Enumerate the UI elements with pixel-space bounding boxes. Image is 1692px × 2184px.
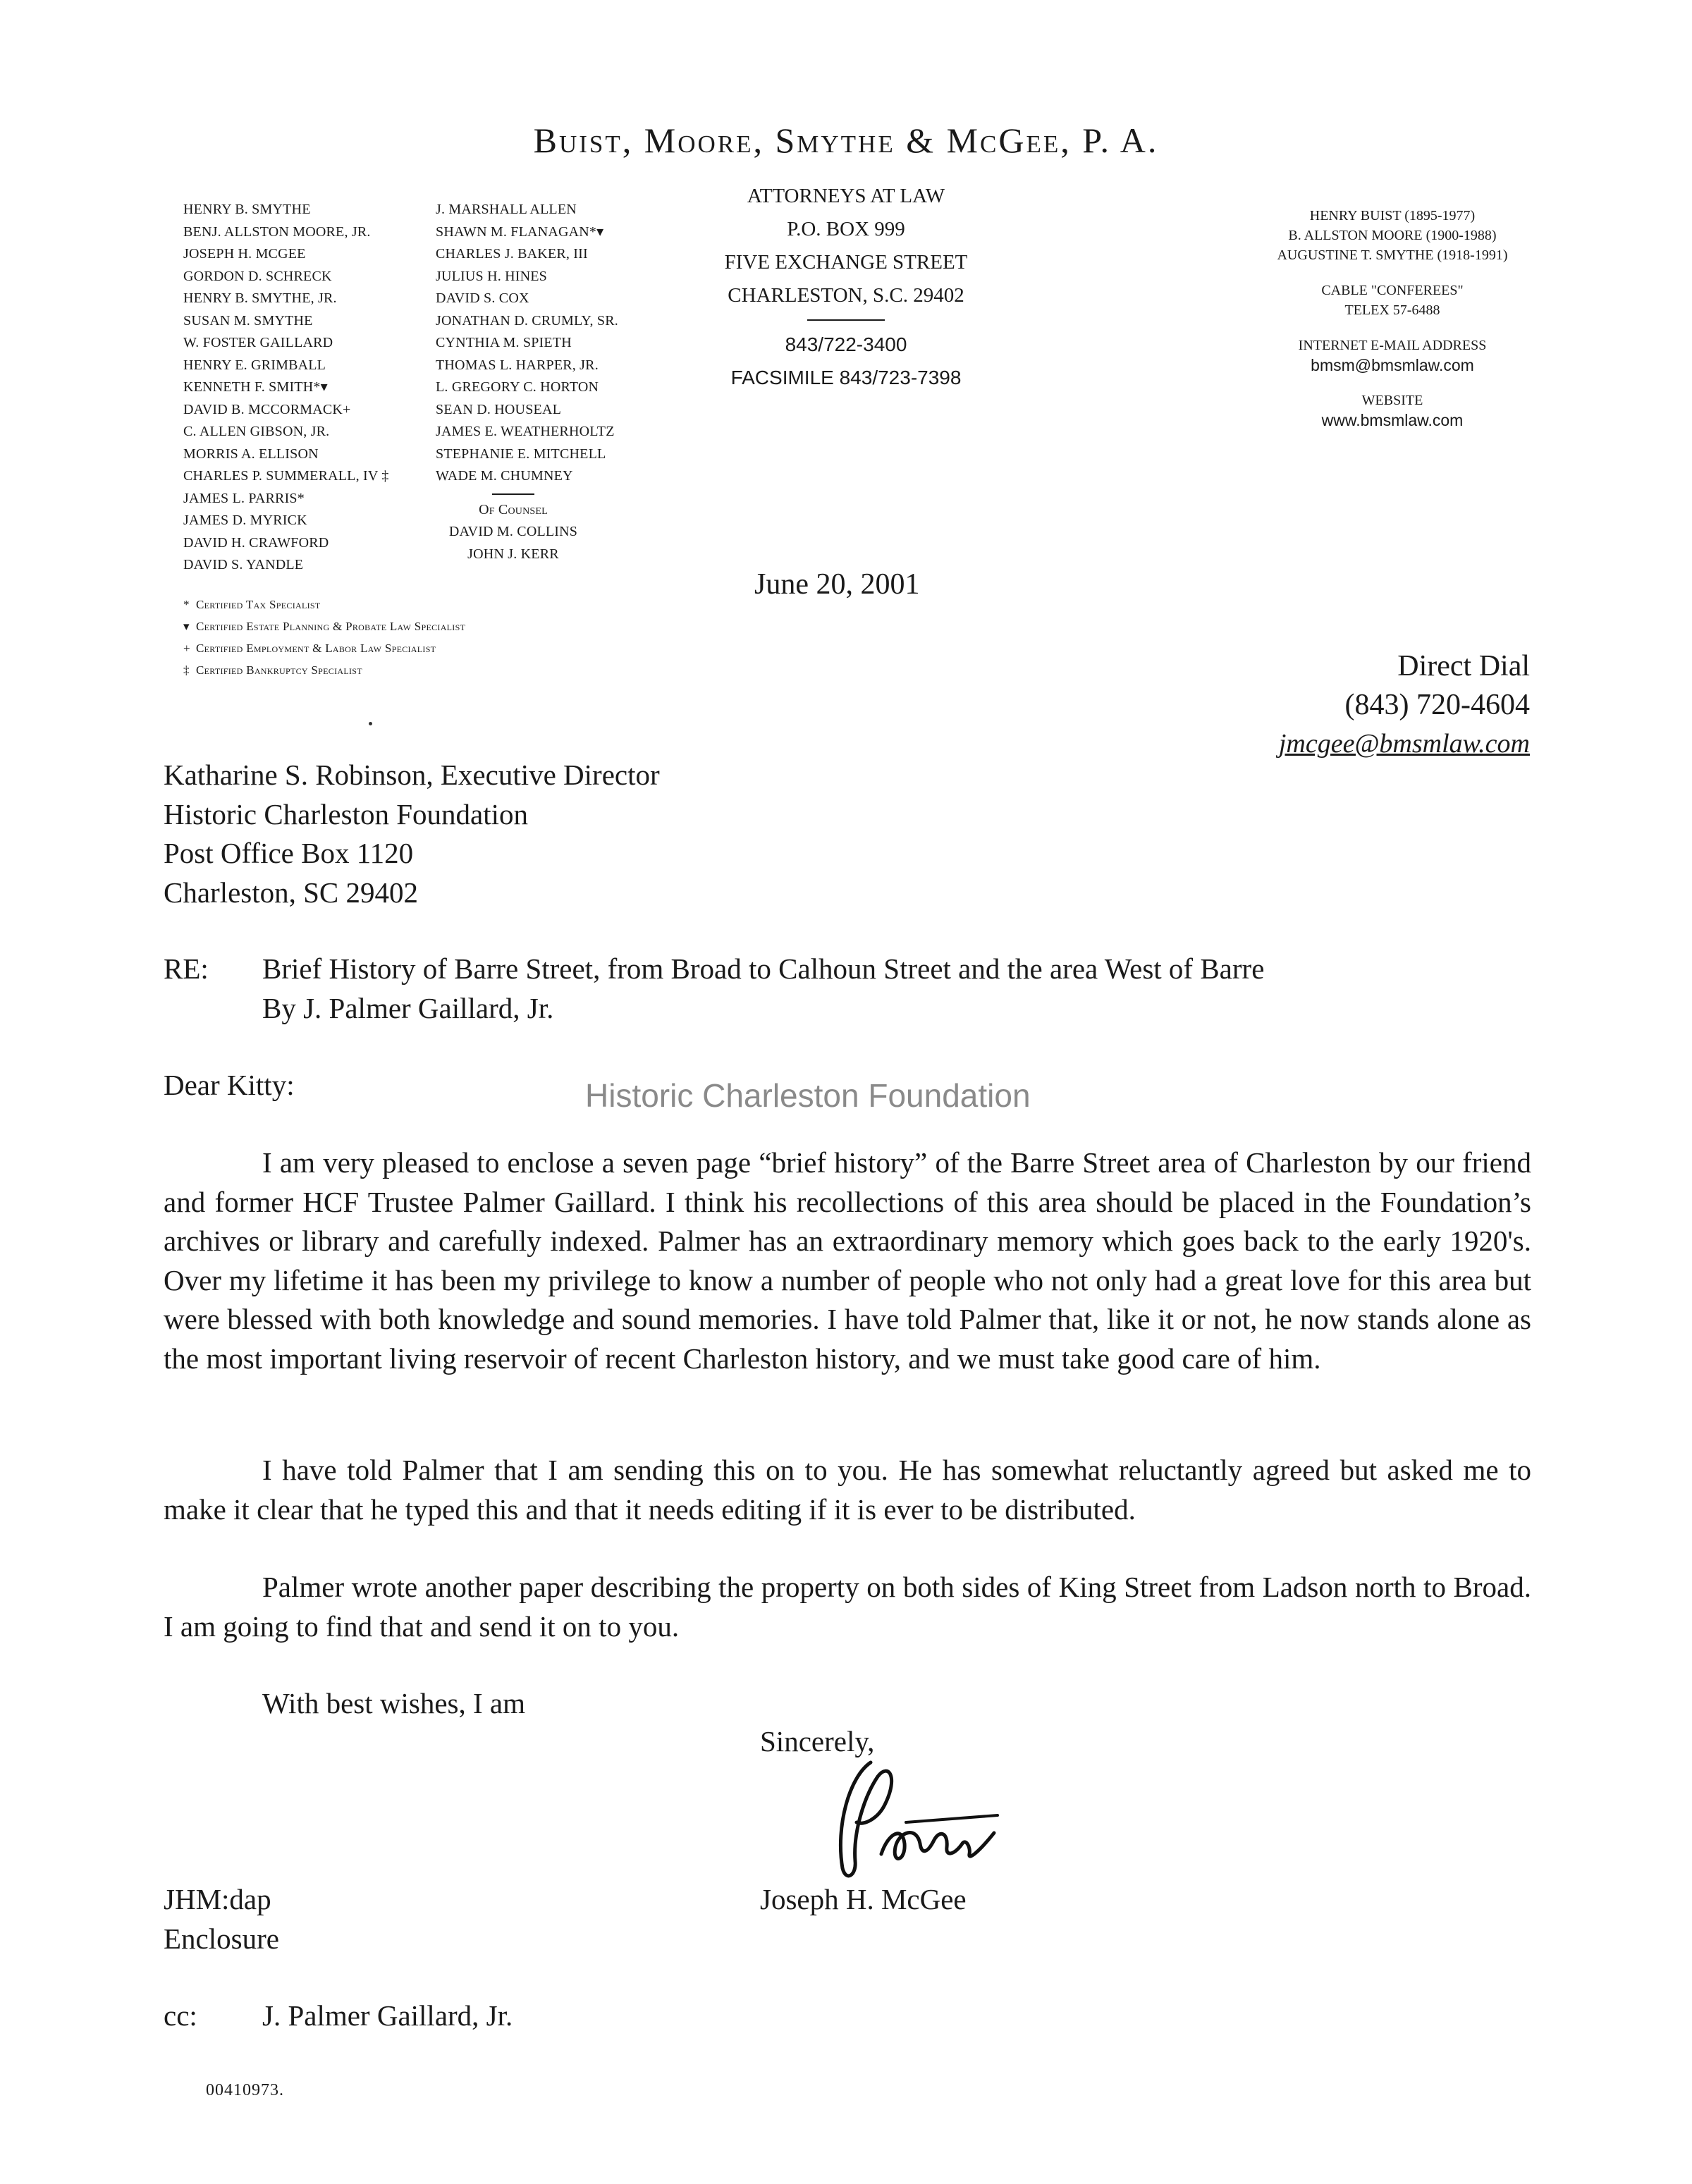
partner-name: KENNETH F. SMITH*▾ [183, 379, 328, 395]
direct-dial-block [1128, 647, 1530, 763]
re-line: By J. Palmer Gaillard, Jr. [262, 991, 554, 1024]
legend-item [183, 637, 465, 659]
typist-initials: JHM:dap [164, 1883, 271, 1915]
legend-text: Certified Employment & Labor Law Specialist [196, 642, 436, 655]
legend-item [183, 594, 465, 615]
legend-mark: + [183, 642, 190, 655]
partner-name: JONATHAN D. CRUMLY, SR. [436, 312, 618, 329]
document-number: 00410973. [206, 2081, 284, 2099]
divider [807, 319, 885, 321]
sincerely-line: Sincerely, [760, 1725, 875, 1757]
partner-name: JULIUS H. HINES [436, 268, 547, 284]
partner-name: JAMES E. WEATHERHOLTZ [436, 424, 615, 439]
direct-dial-email[interactable]: jmcgee@bmsmlaw.com [1278, 729, 1530, 759]
body-paragraph-1: I am very pleased to enclose a seven page “brief history” of the Barre Street area of Charleston by our friend and former HCF Trustee Palmer Gaillard. I think his recollections of this area should be placed in the Foundation’s archives or library and carefully indexed. Palmer has an extraordinary memory which goes back to the early 1920's. Over my lifetime it has been my privilege to know a number of people who not only had a great love for this area but were blessed with both knowledge and sound memories. I have told Palmer that, like it or not, he now stands alone as the most important living reservoir of recent Charleston history, and we must take good care of him. [164, 1146, 1531, 1375]
partner-name: DAVID B. MCCORMACK+ [183, 401, 351, 417]
legend-mark: ‡ [183, 663, 190, 677]
firm-address-line: CHARLESTON, S.C. 29402 [728, 284, 964, 307]
firm-address-block [691, 180, 1001, 394]
divider [492, 493, 534, 495]
recipient-line: Charleston, SC 29402 [164, 876, 419, 909]
closing-line: With best wishes, I am [262, 1687, 525, 1719]
recipient-line: Post Office Box 1120 [164, 837, 414, 869]
stray-mark [369, 722, 372, 725]
re-label: RE: [164, 952, 209, 985]
website-label: WEBSITE [1361, 393, 1423, 408]
legend-item [183, 659, 465, 681]
partners-column-1 [183, 199, 389, 577]
founder-line: HENRY BUIST (1895-1977) [1309, 208, 1476, 223]
partner-name: SHAWN M. FLANAGAN*▾ [436, 223, 604, 240]
direct-dial-label: Direct Dial [1397, 650, 1530, 682]
firm-website: www.bmsmlaw.com [1321, 411, 1464, 429]
partner-name: JAMES D. MYRICK [183, 513, 307, 528]
legend-mark: * [183, 598, 190, 611]
firm-address-line: FIVE EXCHANGE STREET [724, 251, 968, 274]
legend-item [183, 615, 465, 637]
partner-name: SUSAN M. SMYTHE [183, 312, 313, 329]
partner-name: HENRY B. SMYTHE, JR. [183, 290, 337, 306]
partner-name: C. ALLEN GIBSON, JR. [183, 424, 330, 439]
body-paragraph-2: I have told Palmer that I am sending this on to you. He has somewhat reluctantly agreed but asked me to make it clear that he typed this and that it needs editing if it is ever to be distributed. [164, 1454, 1531, 1526]
partner-name: CHARLES J. BAKER, III [436, 246, 588, 262]
firm-phone: 843/722-3400 [785, 333, 907, 355]
cable-line: CABLE "CONFEREES" [1321, 283, 1464, 298]
of-counsel-name: JOHN J. KERR [467, 546, 559, 562]
of-counsel-name: DAVID M. COLLINS [448, 524, 578, 539]
cc-name: J. Palmer Gaillard, Jr. [262, 1999, 513, 2032]
firm-fax: FACSIMILE 843/723-7398 [730, 367, 962, 388]
cc-label: cc: [164, 1999, 197, 2032]
legend-text: Certified Estate Planning & Probate Law Specialist [196, 620, 466, 633]
partner-name: JOSEPH H. MCGEE [183, 246, 306, 262]
legend-text: Certified Bankruptcy Specialist [196, 663, 362, 677]
recipient-line: Historic Charleston Foundation [164, 797, 529, 830]
firm-email: bmsm@bmsmlaw.com [1311, 356, 1474, 374]
partners-column-2 [436, 199, 618, 565]
partner-name: CYNTHIA M. SPIETH [436, 335, 572, 350]
telex-line: TELEX 57-6488 [1344, 302, 1440, 318]
direct-dial-phone: (843) 720-4604 [1344, 689, 1530, 721]
recipient-line: Katharine S. Robinson, Executive Director [164, 759, 660, 791]
email-label: INTERNET E-MAIL ADDRESS [1298, 338, 1487, 353]
firm-info-block [1262, 206, 1523, 430]
partner-name: MORRIS A. ELLISON [183, 446, 319, 462]
partner-name: THOMAS L. HARPER, JR. [436, 357, 599, 373]
recipient-address [164, 756, 660, 912]
letter-date: June 20, 2001 [754, 568, 920, 601]
salutation: Dear Kitty: [164, 1069, 295, 1101]
legend-text: Certified Tax Specialist [196, 598, 321, 611]
legend-mark: ▾ [183, 620, 190, 633]
partner-name: J. MARSHALL ALLEN [436, 202, 577, 217]
partner-name: L. GREGORY C. HORTON [436, 379, 599, 395]
enclosure-note: Enclosure [164, 1922, 279, 1955]
partner-name: BENJ. ALLSTON MOORE, JR. [183, 223, 371, 240]
partner-name: W. FOSTER GAILLARD [183, 335, 333, 350]
foundation-stamp: Historic Charleston Foundation [585, 1077, 1031, 1114]
partner-name: CHARLES P. SUMMERALL, IV ‡ [183, 468, 389, 484]
partner-name: DAVID S. YANDLE [183, 557, 304, 572]
re-line: Brief History of Barre Street, from Broad to Calhoun Street and the area West of Barre [262, 952, 1265, 985]
signature [821, 1748, 1005, 1889]
partner-name: DAVID S. COX [436, 290, 529, 306]
specialist-legend [183, 594, 465, 681]
partner-name: HENRY B. SMYTHE [183, 202, 311, 217]
signer-name: Joseph H. McGee [760, 1883, 967, 1915]
body-paragraph-3: Palmer wrote another paper describing the property on both sides of King Street from Ladson north to Broad. I am going to find that and send it on to you. [164, 1571, 1531, 1643]
partner-name: DAVID H. CRAWFORD [183, 534, 329, 551]
partner-name: WADE M. CHUMNEY [436, 468, 573, 484]
re-subject [262, 950, 1531, 1028]
of-counsel-label: Of Counsel [479, 501, 548, 517]
partner-name: JAMES L. PARRIS* [183, 490, 305, 506]
partner-name: GORDON D. SCHRECK [183, 268, 332, 284]
firm-name: Buist, Moore, Smythe & McGee, P. A. [533, 121, 1159, 160]
firm-address-line: ATTORNEYS AT LAW [747, 185, 945, 207]
partner-name: SEAN D. HOUSEAL [436, 401, 561, 417]
partner-name: STEPHANIE E. MITCHELL [436, 446, 606, 462]
founder-line: B. ALLSTON MOORE (1900-1988) [1288, 228, 1497, 243]
partner-name: HENRY E. GRIMBALL [183, 357, 326, 373]
founder-line: AUGUSTINE T. SMYTHE (1918-1991) [1277, 247, 1508, 263]
of-counsel-block [436, 493, 591, 566]
firm-address-line: P.O. BOX 999 [787, 218, 905, 240]
